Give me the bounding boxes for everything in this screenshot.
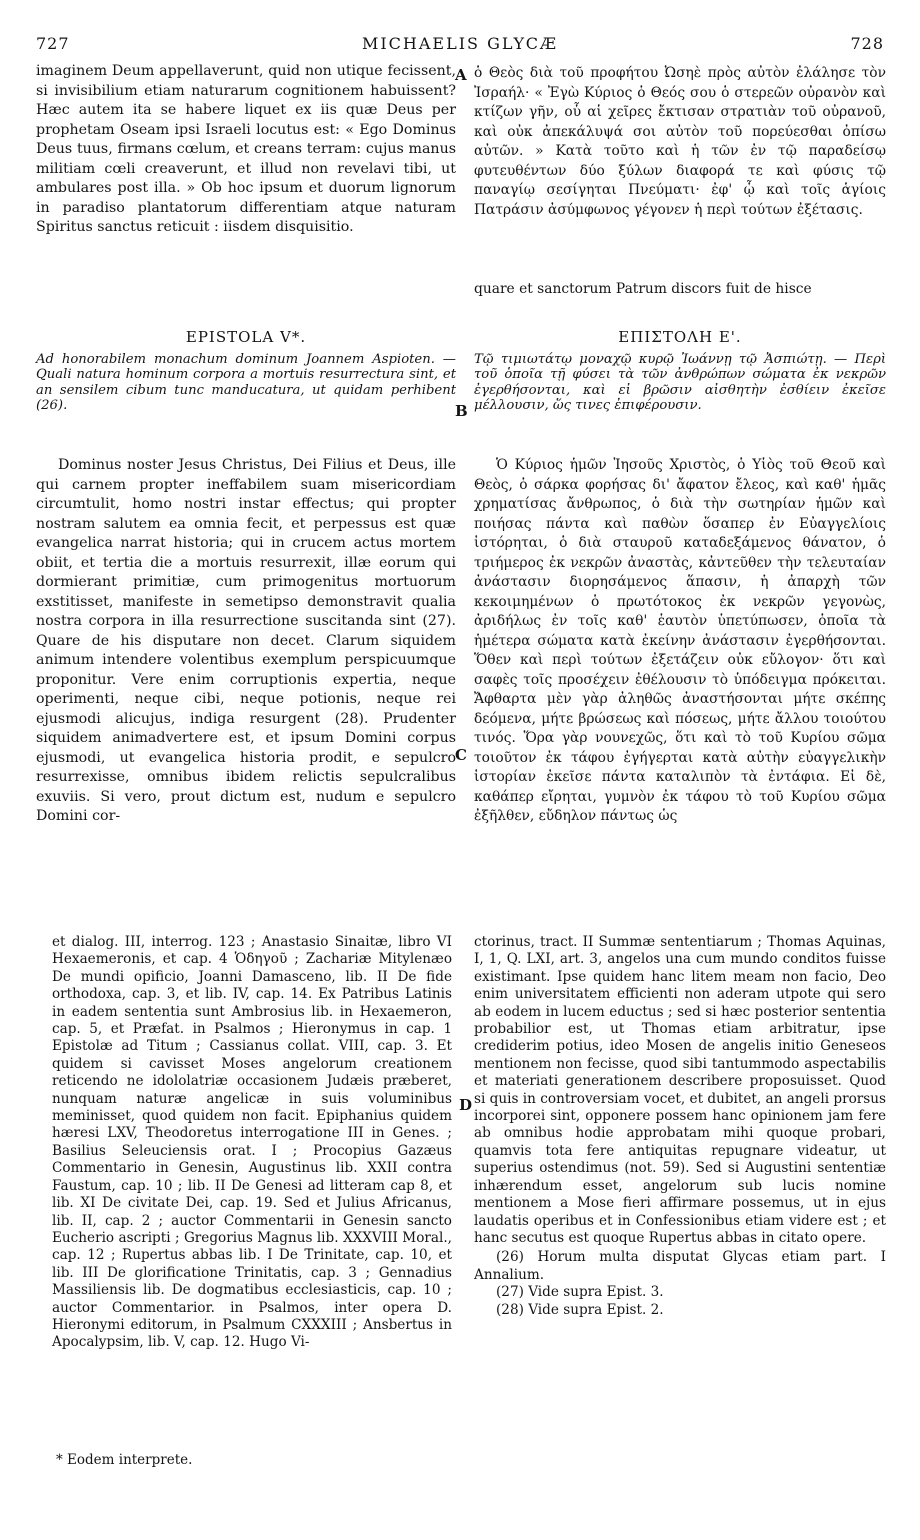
greek-epistle-subtitle: Τῷ τιμιωτάτῳ μοναχῷ κυρῷ Ἰωάννῃ τῷ Ἀσπιώτῃ. — Περὶ τοῦ ὁποῖα τῇ φύσει τὰ τῶν ἀνθρώπων σώματα ἐκ νεκρῶν ἐγερθήσονται, καὶ εἰ βρῶσιν αἰσθητὴν ἐσθίειν ἐκεῖσε μέλλουσιν, ὥς τινες ἐπιφέρουσιν. bbox=[474, 351, 886, 413]
running-header bbox=[36, 34, 884, 58]
note-26: (26) Horum multa disputat Glycas etiam part. I Annalium. bbox=[474, 1249, 886, 1283]
notes-left: et dialog. III, interrog. 123 ; Anastasio Sinaitæ, libro VI Hexaemeronis, et cap. 4 Ὁδηγοῦ ; Zachariæ Mitylenæo De mundi opificio, Joanni Damasceno, lib. II De fide orthodoxa, cap. 3, et lib. IV, cap. 14. Ex Patribus Latinis in eadem sententia sunt Ambrosius lib. in Hexaemeron, cap. 5, et Præfat. in Psalmos ; Hieronymus in cap. 1 Epistolæ ad Titum ; Cassianus collat. VIII, cap. 3. Et quidem si cavisset Moses angelorum creationem reticendo ne idololatriæ occasionem Judæis præberet, nunquam naturæ angelicæ in suis voluminibus meminisset, quod quidem non facit. Epiphanius quidem hæresi LXV, Theodoretus interrogatione III in Genes. ; Basilius Seleuciensis orat. I ; Procopius Gazæus Commentario in Genesin, Augustinus lib. XXII contra Faustum, cap. 10 ; lib. II De Genesi ad litteram cap 8, et lib. XI De civitate Dei, cap. 19. Sed et Julius Africanus, lib. II, cap. 2 ; auctor Commentarii in Genesin sancto Eucherio ascripti ; Gregorius Magnus lib. XXXVIII Moral., cap. 12 ; Rupertus abbas lib. I De Trinitate, cap. 10, et lib. III De glorificatione Trinitatis, cap. 3 ; Gennadius Massiliensis lib. De dogmatibus ecclesiasticis, cap. 10 ; auctor Commentarior. in Psalmos, inter opera D. Hieronymi editorum, in Psalmum CXXXIII ; Ansbertus in Apocalypsim, lib. V, cap. 12. Hugo Vi- bbox=[52, 934, 452, 1351]
right-page-number: 728 bbox=[850, 34, 884, 53]
left-page-number: 727 bbox=[36, 34, 70, 53]
note-28: (28) Vide supra Epist. 2. bbox=[496, 1301, 664, 1318]
greek-epistle bbox=[474, 328, 886, 414]
running-title: MICHAELIS GLYCÆ bbox=[361, 34, 559, 53]
greek-top-end: quare et sanctorum Patrum discors fuit de hisce bbox=[474, 281, 812, 297]
greek-epistle-title: ΕΠΙΣΤΟΛΗ Ε'. bbox=[618, 328, 742, 346]
section-marker-c: C bbox=[455, 746, 467, 764]
note-27: (27) Vide supra Epist. 3. bbox=[496, 1284, 664, 1301]
latin-top-text: imaginem Deum appellaverunt, quid non utique fecissent, si invisibilium etiam naturarum cognitionem habuissent? Hæc autem ita se habere liquet ex iis quæ Deus per prophetam Oseam ipsi Israeli locutus est: « Ego Dominus Deus tuus, firmans cœlum, et creans terram: cujus manus militiam cœli creaverunt, et illud non revelavi tibi, ut ambulares post illa. » Ob hoc ipsum et duorum lignorum in paradiso plantatorum differentiam atque naturam Spiritus sanctus reticuit : iisdem disquisitio. bbox=[36, 63, 456, 235]
latin-epistle-subtitle: Ad honorabilem monachum dominum Joannem Aspioten. — Quali natura hominum corpora a mortuis resurrectura sint, et an sensilem cibum tunc manducatura, ut quidam perhibent (26). bbox=[36, 351, 456, 413]
section-marker-d: D bbox=[459, 1096, 473, 1114]
latin-epistle-title: EPISTOLA V*. bbox=[185, 328, 307, 346]
notes-right: ctorinus, tract. II Summæ sententiarum ; Thomas Aquinas, I, 1, Q. LXI, art. 3, angelos una cum mundo conditos fuisse existimant. Ipse quidem hanc litem meam non facio, Deo enim universitatem efficienti non aderam utpote qui sero ab eodem in lucem eductus ; sed si hæc posterior sententia probabilior est, ut Thomas etiam arbitratur, ipse crediderim potius, ideo Mosen de angelis initio Geneseos mentionem non fecisse, quod sibi tantummodo aspectabilis et materiati generationem describere proposuisset. Quod si quis in controversiam vocet, et dubitet, an angeli prorsus incorporei sint, opponere possem hanc opinionem jam fere ab omnibus hodie approbatam mihi quoque probari, quamvis tota fere antiquitas repugnare videatur, ut superius ostendimus (not. 59). Sed si Augustini sententiæ inhærendum esset, angelorum sub lucis nomine mentionem a Mose fieri affirmare possemus, ut in ejus laudatis operibus et in Confessionibus etiam videre est ; et hanc secutus est quoque Rupertus abbas in citato opere. (26) Horum multa disputat Glycas etiam part. I Annalium. (27) Vide supra Epist. 3. (28) Vide supra Epist. 2. bbox=[474, 934, 886, 1318]
section-marker-a: A bbox=[455, 66, 467, 84]
footnote-interpreter: * Eodem interprete. bbox=[56, 1452, 193, 1468]
section-marker-b: B bbox=[455, 402, 468, 420]
latin-epistle bbox=[36, 328, 456, 414]
greek-epistle-body: Ὁ Κύριος ἡμῶν Ἰησοῦς Χριστὸς, ὁ Υἱὸς τοῦ Θεοῦ καὶ Θεὸς, ὁ σάρκα φορήσας δι' ἄφατον ἔλεος, καὶ καθ' ἡμᾶς χρηματίσας ἄνθρωπος, ὁ διὰ τὴν σωτηρίαν ἡμῶν καὶ ποιήσας πάντα καὶ παθὼν ὅσαπερ ἐν Εὐαγγελίοις ἱστόρηται, ὁ διὰ σταυροῦ καταδεξάμενος θάνατον, ὁ τριήμερος ἐκ νεκρῶν ἀναστὰς, κἀντεῦθεν τὴν τελευταίαν ἀνάστασιν διορησάμενος ἅπασιν, ἡ ἀπαρχὴ τῶν κεκοιμημένων ὁ πρωτότοκος ἐκ νεκρῶν γεγονὼς, ἀριδήλως ἐν τοῖς καθ' ἑαυτὸν ὑπετύπωσεν, ὁποῖα τὰ ἡμέτερα σώματα κατὰ ἐκείνην ἀνάστασιν ἐγερθήσονται. Ὅθεν καὶ περὶ τούτων ἐξετάζειν οὐκ εὔλογον· ὅτι καὶ σαφὲς τοῖς προσέχειν ἐθέλουσιν τὸ ὑπόδειγμα πρόκειται. Ἄφθαρτα μὲν γὰρ ἀληθῶς ἀναστήσονται μήτε σκέπης δεόμενα, μήτε βρώσεως καὶ πόσεως, μήτε ἄλλου τοιούτου τινός. Ὅρα γὰρ νουνεχῶς, ὅτι καὶ τὸ τοῦ Κυρίου σῶμα τοιοῦτον ἐκ τάφου ἐγήγερται κατὰ αὐτὴν εὐαγγελικὴν ἱστορίαν ἐκεῖσε πάντα καταλιπὸν τὰ ἐντάφια. Εἰ δὲ, καθάπερ εἴρηται, γυμνὸν ἐκ τάφου τὸ τοῦ Κυρίου σῶμα ἐξῆλθεν, εὔδηλον πάντως ὡς bbox=[474, 457, 886, 824]
greek-top-text: ὁ Θεὸς διὰ τοῦ προφήτου Ὠσηὲ πρὸς αὐτὸν ἐλάλησε τὸν Ἰσραήλ· « Ἐγὼ Κύριος ὁ Θεός σου ὁ στερεῶν οὐρανὸν καὶ κτίζων γῆν, οὗ αἱ χεῖρες ἔκτισαν στρατιὰν τοῦ οὐρανοῦ, καὶ οὐκ ἀπεκάλυψά σοι αὐτὸν τοῦ πορεύεσθαι ὀπίσω αὐτῶν. » Κατὰ τοῦτο καὶ ἡ τῶν ἐν τῷ παραδείσῳ φυτευθέντων δύο ξύλων διαφορά τε καὶ φύσις τῷ παναγίῳ σεσίγηται Πνεύματι· ἐφ' ᾧ καὶ τοῖς ἁγίοις Πατράσιν ἀσύμφωνος γέγονεν ἡ περὶ τούτων ἐξέτασις. bbox=[474, 65, 886, 218]
latin-epistle-body: Dominus noster Jesus Christus, Dei Filius et Deus, ille qui carnem propter ineffabilem suam misericordiam circumtulit, homo nostri instar effectus; qui propter nostram salutem ea omnia fecit, et perpessus est quæ evangelica narrat historia; qui in crucem actus mortem obiit, et tertia die a mortuis resurrexit, illæ eorum qui dormierant primitiæ, cum primogenitus mortuorum exstitisset, manifeste in semetipso demonstravit qualia nostra corpora in illa resurrectione suscitanda sint (27). Quare de his disputare non decet. Clarum siquidem animum intendere volentibus exemplum perspicuumque proponitur. Vere enim corruptionis expertia, neque operimenti, neque cibi, neque potionis, neque rei ejusmodi alicujus, indiga resurgent (28). Prudenter siquidem animadvertere est, et ipsum Domini corpus ejusmodi, ut evangelica historia prodit, e sepulcro resurrexisse, omnibus ibidem relictis sepulcralibus exuviis. Si vero, prout dictum est, nudum e sepulcro Domini cor- bbox=[36, 457, 456, 824]
